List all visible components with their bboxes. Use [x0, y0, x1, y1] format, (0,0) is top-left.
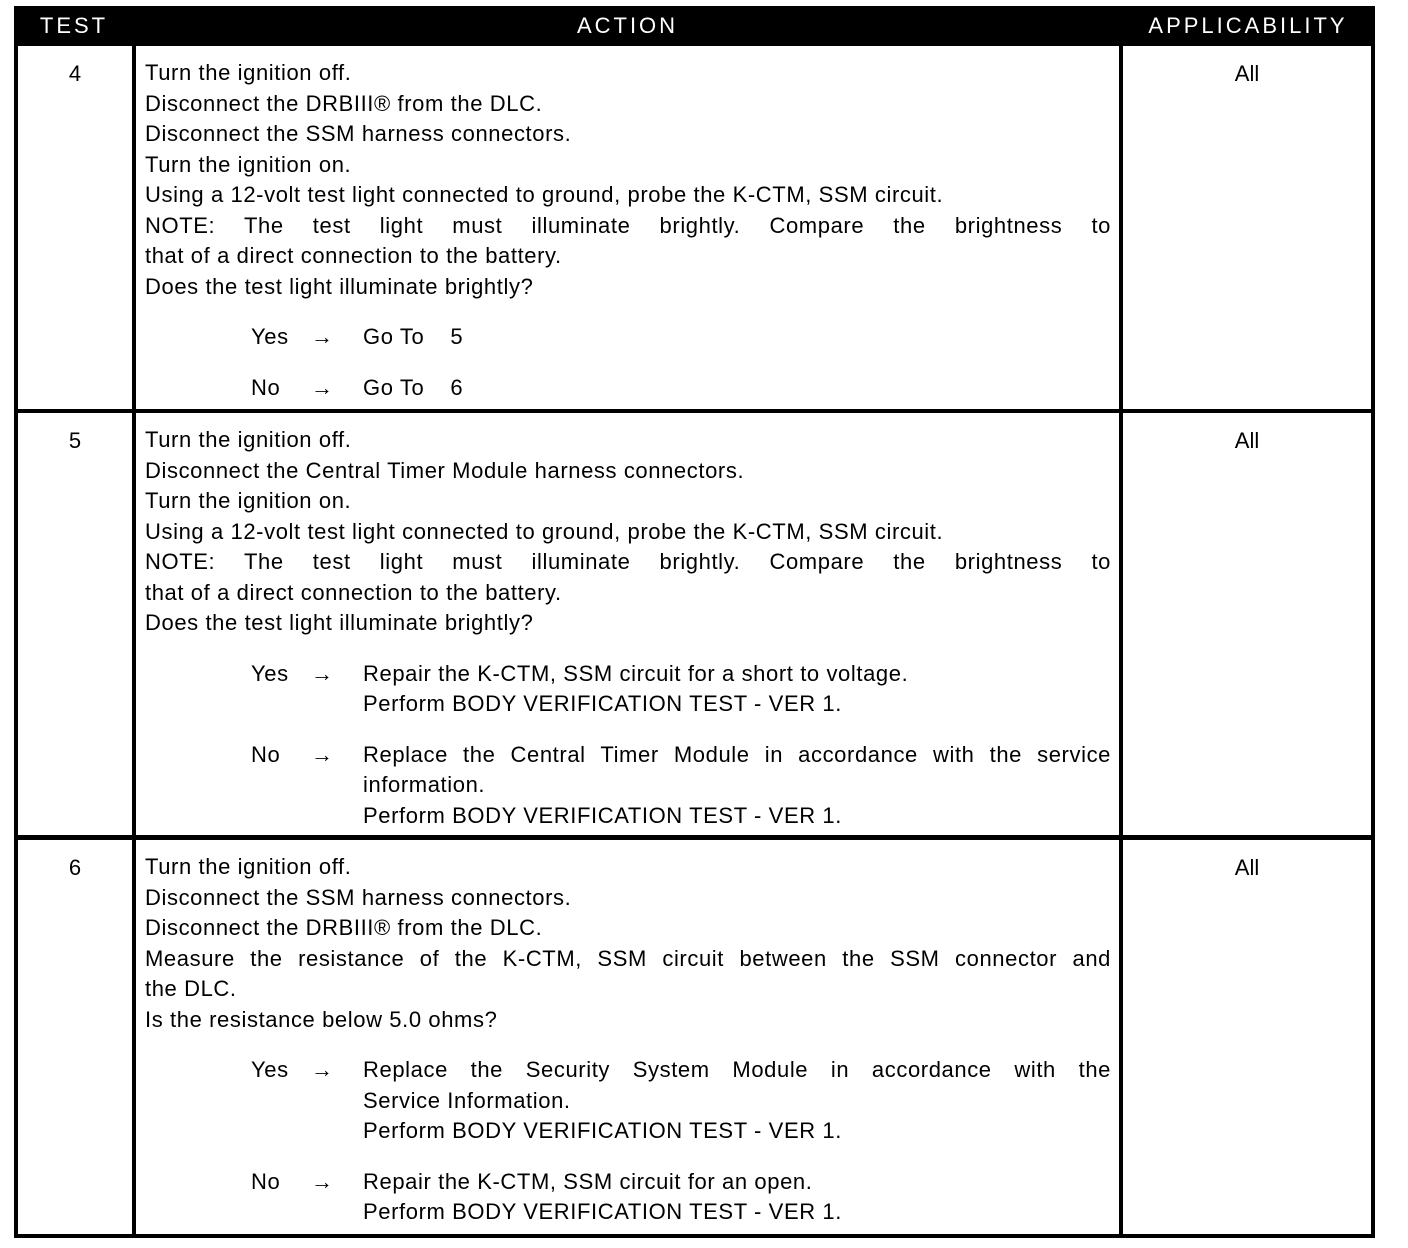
test-number-6: 6 [18, 840, 132, 1234]
right-arrow-icon: → [311, 741, 334, 767]
goto-test-number: 6 [450, 374, 464, 400]
answer-no [145, 373, 1111, 404]
answer-label: Yes [251, 1057, 289, 1082]
header-test: TEST [39, 13, 109, 38]
right-arrow-icon: → [311, 324, 334, 349]
answer-no [145, 1167, 1111, 1228]
step: Measure the resistance of the K-CTM, SSM circuit between the SSM connector and [145, 945, 1111, 971]
step: NOTE: The test light must illuminate brightly. Compare the brightness to [145, 549, 1111, 574]
diagnostic-test-table [14, 6, 1375, 1238]
header-applicability: APPLICABILITY [1148, 13, 1348, 38]
answer-line: Perform BODY VERIFICATION TEST - VER 1. [363, 1199, 842, 1224]
step: Turn the ignition on. [145, 488, 352, 513]
step: Using a 12-volt test light connected to ground, probe the K-CTM, SSM circuit. [145, 182, 944, 207]
answer-line: Perform BODY VERIFICATION TEST - VER 1. [363, 802, 842, 828]
answer-line: Service Information. [363, 1087, 571, 1113]
step: Does the test light illuminate brightly? [145, 610, 534, 635]
right-arrow-icon: → [311, 660, 334, 686]
right-arrow-icon: → [311, 374, 334, 400]
answer-no [145, 740, 1111, 832]
step: NOTE: The test light must illuminate brightly. Compare the brightness to [145, 212, 1111, 238]
step: Is the resistance below 5.0 ohms? [145, 1006, 498, 1032]
answer-line: Perform BODY VERIFICATION TEST - VER 1. [363, 691, 842, 716]
answer-label: No [251, 1168, 281, 1194]
goto-text: Go To [363, 374, 425, 400]
step: Does the test light illuminate brightly? [145, 273, 534, 299]
answer-line: Perform BODY VERIFICATION TEST - VER 1. [363, 1118, 842, 1143]
step: that of a direct connection to the battery. [145, 579, 562, 605]
answer-label: Yes [251, 660, 289, 686]
test-number-4: 4 [18, 46, 132, 409]
answer-label: No [251, 374, 281, 400]
answer-label: Yes [251, 324, 289, 349]
goto-test-number: 5 [450, 324, 464, 349]
answer-line: information. [363, 772, 486, 797]
applicability-4: All [1123, 46, 1371, 409]
answer-line: Replace the Security System Module in accordance with the [363, 1057, 1111, 1082]
step: the DLC. [145, 976, 237, 1001]
applicability-6: All [1123, 840, 1371, 1234]
step: Turn the ignition off. [145, 60, 352, 85]
step: Disconnect the Central Timer Module harness connectors. [145, 457, 745, 483]
test-action-5 [136, 413, 1119, 835]
goto-text: Go To [363, 324, 425, 349]
step: Disconnect the DRBIII® from the DLC. [145, 915, 543, 940]
step: that of a direct connection to the battery. [145, 243, 562, 268]
step: Turn the ignition off. [145, 854, 352, 879]
answer-label: No [251, 741, 281, 767]
test-action-6 [136, 840, 1119, 1234]
test-action-4 [136, 46, 1119, 409]
step: Turn the ignition off. [145, 427, 352, 452]
answer-line: Repair the K-CTM, SSM circuit for an open. [363, 1168, 813, 1194]
answer-line: Replace the Central Timer Module in accordance with the service [363, 741, 1111, 767]
header-action: ACTION [576, 13, 679, 38]
right-arrow-icon: → [311, 1057, 334, 1082]
answer-line: Repair the K-CTM, SSM circuit for a short to voltage. [363, 660, 909, 686]
answer-yes [145, 1055, 1111, 1147]
test-number-5: 5 [18, 413, 132, 835]
step: Turn the ignition on. [145, 151, 352, 177]
answer-yes [145, 322, 1111, 353]
step: Disconnect the SSM harness connectors. [145, 884, 572, 910]
applicability-5: All [1123, 413, 1371, 835]
answer-yes [145, 659, 1111, 720]
step: Using a 12-volt test light connected to ground, probe the K-CTM, SSM circuit. [145, 518, 944, 544]
right-arrow-icon: → [311, 1168, 334, 1194]
step: Disconnect the SSM harness connectors. [145, 121, 572, 146]
step: Disconnect the DRBIII® from the DLC. [145, 90, 543, 116]
